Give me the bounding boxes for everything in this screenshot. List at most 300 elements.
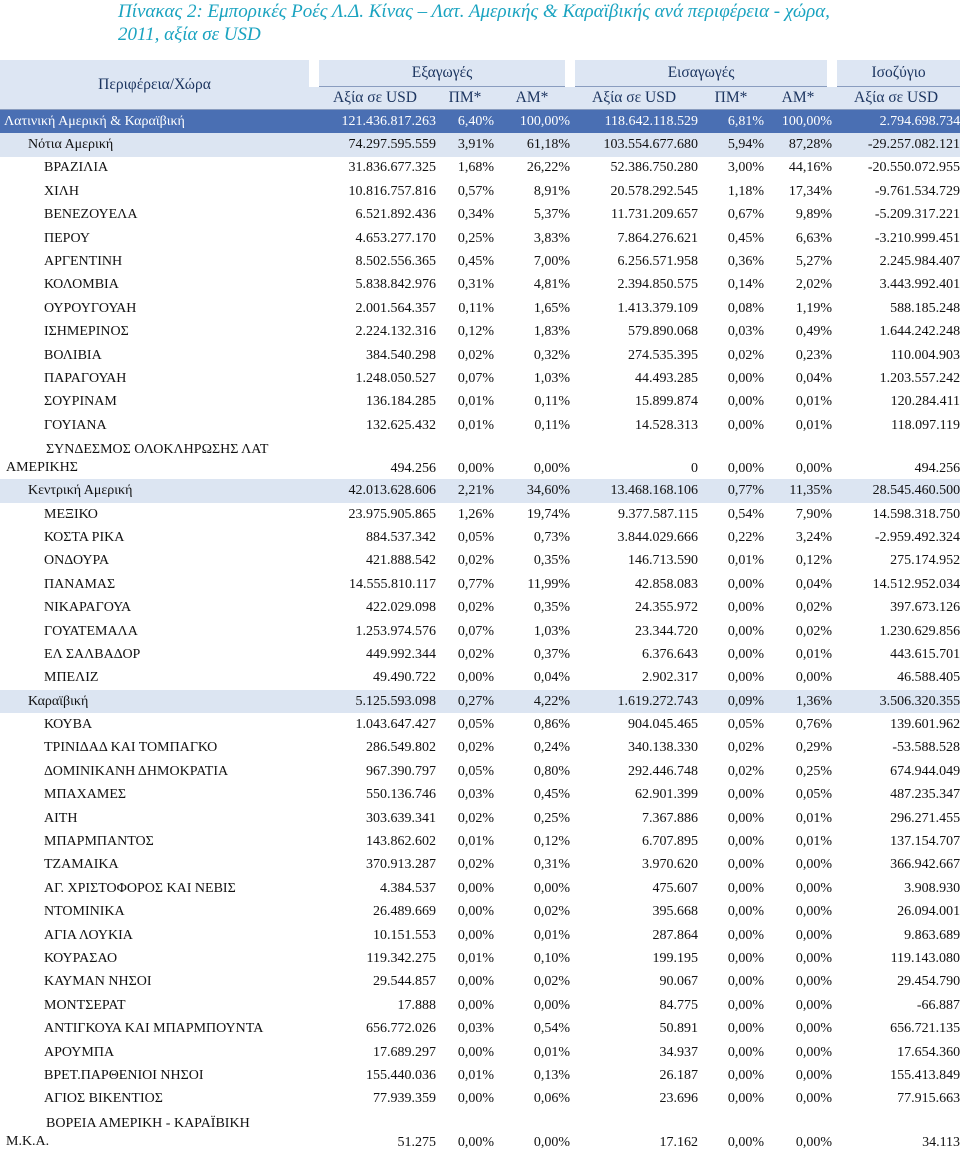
- balance-value-cell: 46.588.405: [832, 667, 960, 690]
- exports-pm-cell: 0,00%: [436, 1111, 494, 1153]
- exports-pm-cell: 0,00%: [436, 877, 494, 900]
- imports-value-cell: 11.731.209.657: [570, 204, 698, 227]
- imports-am-cell: 0,01%: [764, 391, 832, 414]
- imports-pm-cell: 0,02%: [698, 344, 764, 367]
- imports-pm-cell: 0,00%: [698, 667, 764, 690]
- imports-pm-cell: 0,00%: [698, 924, 764, 947]
- exports-am-cell: 3,83%: [494, 227, 570, 250]
- exports-pm-cell: 0,03%: [436, 784, 494, 807]
- balance-value-header: Αξία σε USD: [832, 87, 960, 110]
- table-row: [0, 760, 960, 783]
- imports-value-cell: 20.578.292.545: [570, 180, 698, 203]
- imports-am-cell: 0,01%: [764, 414, 832, 437]
- exports-value-cell: 143.862.602: [314, 830, 436, 853]
- imports-value-cell: 3.844.029.666: [570, 526, 698, 549]
- imports-value-cell: 26.187: [570, 1064, 698, 1087]
- imports-pm-cell: 0,45%: [698, 227, 764, 250]
- exports-am-cell: 0,02%: [494, 901, 570, 924]
- imports-pm-cell: 0,01%: [698, 550, 764, 573]
- exports-pm-cell: 0,07%: [436, 620, 494, 643]
- balance-value-cell: 26.094.001: [832, 901, 960, 924]
- exports-value-cell: 5.125.593.098: [314, 690, 436, 713]
- imports-am-cell: 0,00%: [764, 667, 832, 690]
- imports-am-cell: 0,00%: [764, 947, 832, 970]
- imports-am-cell: 44,16%: [764, 157, 832, 180]
- exports-am-cell: 0,13%: [494, 1064, 570, 1087]
- imports-am-cell: 0,00%: [764, 994, 832, 1017]
- table-row: [0, 854, 960, 877]
- exports-value-cell: 155.440.036: [314, 1064, 436, 1087]
- imports-pm-cell: 0,00%: [698, 1017, 764, 1040]
- row-name-cell: ΟΝΔΟΥΡΑ: [0, 550, 314, 573]
- exports-am-cell: 0,32%: [494, 344, 570, 367]
- exports-am-cell: 0,45%: [494, 784, 570, 807]
- table-row: [0, 367, 960, 390]
- imports-pm-cell: 0,03%: [698, 321, 764, 344]
- imports-value-cell: 6.256.571.958: [570, 250, 698, 273]
- exports-am-cell: 0,73%: [494, 526, 570, 549]
- exports-am-cell: 4,81%: [494, 274, 570, 297]
- imports-pm-cell: 0,00%: [698, 947, 764, 970]
- imports-pm-cell: 0,00%: [698, 437, 764, 479]
- row-name-cell: ΝΤΟΜΙΝΙΚΑ: [0, 901, 314, 924]
- table-row: [0, 250, 960, 273]
- exports-pm-cell: 0,27%: [436, 690, 494, 713]
- exports-value-cell: 119.342.275: [314, 947, 436, 970]
- exports-value-cell: 421.888.542: [314, 550, 436, 573]
- table-row: [0, 1088, 960, 1111]
- exports-am-cell: 0,24%: [494, 737, 570, 760]
- balance-value-cell: 366.942.667: [832, 854, 960, 877]
- row-name-cell: [0, 1111, 314, 1153]
- table-row: [0, 437, 960, 479]
- balance-value-cell: -2.959.492.324: [832, 526, 960, 549]
- imports-pm-cell: 1,18%: [698, 180, 764, 203]
- exports-am-cell: 0,04%: [494, 667, 570, 690]
- imports-pm-cell: 0,00%: [698, 901, 764, 924]
- exports-pm-cell: 0,02%: [436, 596, 494, 619]
- table-row: [0, 1017, 960, 1040]
- table-row: [0, 157, 960, 180]
- exports-pm-cell: 0,02%: [436, 344, 494, 367]
- balance-value-cell: -5.209.317.221: [832, 204, 960, 227]
- row-name-cell: ΑΓ. ΧΡΙΣΤΟΦΟΡΟΣ ΚΑΙ ΝΕΒΙΣ: [0, 877, 314, 900]
- exports-value-cell: 14.555.810.117: [314, 573, 436, 596]
- exports-am-cell: 0,35%: [494, 596, 570, 619]
- exports-pm-cell: 1,26%: [436, 503, 494, 526]
- exports-pm-cell: 0,57%: [436, 180, 494, 203]
- balance-value-cell: 29.454.790: [832, 971, 960, 994]
- balance-value-cell: 1.230.629.856: [832, 620, 960, 643]
- exports-value-cell: 656.772.026: [314, 1017, 436, 1040]
- exports-am-cell: 0,06%: [494, 1088, 570, 1111]
- imports-am-cell: 6,63%: [764, 227, 832, 250]
- imports-am-cell: 0,00%: [764, 1111, 832, 1153]
- exports-am-cell: 0,01%: [494, 1041, 570, 1064]
- balance-value-cell: -3.210.999.451: [832, 227, 960, 250]
- exports-am-cell: 0,11%: [494, 391, 570, 414]
- row-name-cell: ΚΟΥΒΑ: [0, 713, 314, 736]
- exports-am-cell: 0,00%: [494, 994, 570, 1017]
- imports-value-cell: 52.386.750.280: [570, 157, 698, 180]
- imports-am-cell: 0,76%: [764, 713, 832, 736]
- balance-value-cell: 17.654.360: [832, 1041, 960, 1064]
- exports-am-cell: 0,86%: [494, 713, 570, 736]
- imports-am-cell: 0,02%: [764, 596, 832, 619]
- exports-am-cell: 0,12%: [494, 830, 570, 853]
- imports-value-cell: 146.713.590: [570, 550, 698, 573]
- balance-value-cell: 443.615.701: [832, 643, 960, 666]
- balance-value-cell: 137.154.707: [832, 830, 960, 853]
- imports-am-cell: 0,00%: [764, 437, 832, 479]
- imports-am-cell: 0,49%: [764, 321, 832, 344]
- row-name-cell: Λατινική Αμερική & Καραϊβική: [0, 110, 314, 134]
- exports-pm-cell: 0,01%: [436, 947, 494, 970]
- exports-value-cell: 4.653.277.170: [314, 227, 436, 250]
- exports-pm-cell: 0,45%: [436, 250, 494, 273]
- balance-value-cell: 275.174.952: [832, 550, 960, 573]
- imports-pm-cell: 0,00%: [698, 854, 764, 877]
- exports-value-cell: 384.540.298: [314, 344, 436, 367]
- imports-pm-cell: 0,00%: [698, 807, 764, 830]
- table-row: [0, 526, 960, 549]
- imports-value-cell: 118.642.118.529: [570, 110, 698, 134]
- exports-pm-cell: 0,01%: [436, 414, 494, 437]
- exports-am-cell: 0,02%: [494, 971, 570, 994]
- exports-am-cell: 34,60%: [494, 479, 570, 502]
- table-row: [0, 550, 960, 573]
- exports-value-cell: 1.043.647.427: [314, 713, 436, 736]
- row-name-cell: ΑΡΟΥΜΠΑ: [0, 1041, 314, 1064]
- row-name-line-1: ΣΥΝΔΕΣΜΟΣ ΟΛΟΚΛΗΡΩΣΗΣ ΛΑΤ: [46, 442, 269, 458]
- table-row: [0, 643, 960, 666]
- imports-pm-cell: 0,00%: [698, 414, 764, 437]
- imports-value-cell: 17.162: [570, 1111, 698, 1153]
- imports-value-cell: 6.707.895: [570, 830, 698, 853]
- imports-am-cell: 0,01%: [764, 830, 832, 853]
- row-name-cell: ΚΟΣΤΑ ΡΙΚΑ: [0, 526, 314, 549]
- exports-am-header: ΑΜ*: [494, 87, 570, 110]
- exports-pm-cell: 0,00%: [436, 924, 494, 947]
- imports-value-cell: 14.528.313: [570, 414, 698, 437]
- exports-am-cell: 0,11%: [494, 414, 570, 437]
- exports-am-cell: 100,00%: [494, 110, 570, 134]
- exports-pm-cell: 0,77%: [436, 573, 494, 596]
- exports-pm-cell: 3,91%: [436, 133, 494, 156]
- balance-value-cell: -66.887: [832, 994, 960, 1017]
- exports-am-cell: 0,80%: [494, 760, 570, 783]
- imports-value-cell: 103.554.677.680: [570, 133, 698, 156]
- table-row: [0, 1064, 960, 1087]
- balance-value-cell: 119.143.080: [832, 947, 960, 970]
- imports-pm-cell: 0,05%: [698, 713, 764, 736]
- imports-am-cell: 1,36%: [764, 690, 832, 713]
- exports-am-cell: 8,91%: [494, 180, 570, 203]
- exports-value-cell: 1.253.974.576: [314, 620, 436, 643]
- imports-am-cell: 0,04%: [764, 573, 832, 596]
- imports-value-cell: 2.394.850.575: [570, 274, 698, 297]
- balance-value-cell: 1.203.557.242: [832, 367, 960, 390]
- balance-value-cell: -53.588.528: [832, 737, 960, 760]
- imports-am-cell: 9,89%: [764, 204, 832, 227]
- exports-pm-cell: 0,01%: [436, 830, 494, 853]
- exports-pm-cell: 0,31%: [436, 274, 494, 297]
- balance-value-cell: 34.113: [832, 1111, 960, 1153]
- exports-pm-cell: 1,68%: [436, 157, 494, 180]
- row-name-cell: ΣΟΥΡΙΝΑΜ: [0, 391, 314, 414]
- exports-value-cell: 77.939.359: [314, 1088, 436, 1111]
- row-name-cell: Νότια Αμερική: [0, 133, 314, 156]
- row-name-cell: ΜΠΑΧΑΜΕΣ: [0, 784, 314, 807]
- row-name-cell: ΤΡΙΝΙΔΑΔ ΚΑΙ ΤΟΜΠΑΓΚΟ: [0, 737, 314, 760]
- imports-value-cell: 62.901.399: [570, 784, 698, 807]
- balance-value-cell: 120.284.411: [832, 391, 960, 414]
- table-row: [0, 204, 960, 227]
- imports-pm-cell: 0,14%: [698, 274, 764, 297]
- exports-pm-cell: 0,02%: [436, 854, 494, 877]
- exports-pm-cell: 0,00%: [436, 971, 494, 994]
- imports-pm-cell: 0,00%: [698, 1088, 764, 1111]
- imports-value-cell: 15.899.874: [570, 391, 698, 414]
- imports-value-cell: 6.376.643: [570, 643, 698, 666]
- imports-pm-cell: 0,00%: [698, 1111, 764, 1153]
- exports-pm-cell: 0,25%: [436, 227, 494, 250]
- exports-header: Εξαγωγές: [314, 60, 570, 87]
- table-row: [0, 227, 960, 250]
- imports-am-cell: 11,35%: [764, 479, 832, 502]
- exports-pm-cell: 6,40%: [436, 110, 494, 134]
- exports-value-cell: 17.689.297: [314, 1041, 436, 1064]
- exports-pm-cell: 0,00%: [436, 1041, 494, 1064]
- balance-value-cell: 155.413.849: [832, 1064, 960, 1087]
- table-row: [0, 573, 960, 596]
- imports-value-cell: 7.367.886: [570, 807, 698, 830]
- row-name-cell: ΑΡΓΕΝΤΙΝΗ: [0, 250, 314, 273]
- exports-value-cell: 26.489.669: [314, 901, 436, 924]
- subregion-row: [0, 133, 960, 156]
- exports-pm-cell: 0,34%: [436, 204, 494, 227]
- balance-value-cell: -20.550.072.955: [832, 157, 960, 180]
- exports-value-cell: 550.136.746: [314, 784, 436, 807]
- imports-pm-cell: 5,94%: [698, 133, 764, 156]
- imports-am-cell: 0,05%: [764, 784, 832, 807]
- row-name-cell: ΤΖΑΜΑΙΚΑ: [0, 854, 314, 877]
- table-row: [0, 391, 960, 414]
- imports-pm-cell: 0,02%: [698, 737, 764, 760]
- exports-am-cell: 0,31%: [494, 854, 570, 877]
- balance-value-cell: 674.944.049: [832, 760, 960, 783]
- imports-am-cell: 0,23%: [764, 344, 832, 367]
- exports-value-cell: 31.836.677.325: [314, 157, 436, 180]
- exports-am-cell: 0,00%: [494, 877, 570, 900]
- row-name-cell: ΒΡΕΤ.ΠΑΡΘΕΝΙΟΙ ΝΗΣΟΙ: [0, 1064, 314, 1087]
- row-name-cell: ΠΑΡΑΓΟΥΑΗ: [0, 367, 314, 390]
- exports-value-cell: 1.248.050.527: [314, 367, 436, 390]
- imports-am-cell: 1,19%: [764, 297, 832, 320]
- imports-value-cell: 34.937: [570, 1041, 698, 1064]
- table-row: [0, 901, 960, 924]
- exports-am-cell: 11,99%: [494, 573, 570, 596]
- exports-am-cell: 0,01%: [494, 924, 570, 947]
- balance-header: Ισοζύγιο: [832, 60, 960, 87]
- exports-value-cell: 23.975.905.865: [314, 503, 436, 526]
- exports-pm-cell: 0,05%: [436, 526, 494, 549]
- exports-am-cell: 0,25%: [494, 807, 570, 830]
- total-row: [0, 110, 960, 134]
- imports-am-cell: 0,01%: [764, 643, 832, 666]
- imports-value-cell: 287.864: [570, 924, 698, 947]
- balance-value-cell: 494.256: [832, 437, 960, 479]
- imports-am-cell: 0,00%: [764, 1017, 832, 1040]
- exports-pm-cell: 0,00%: [436, 667, 494, 690]
- imports-pm-cell: 0,00%: [698, 643, 764, 666]
- table-row: [0, 596, 960, 619]
- imports-am-cell: 0,00%: [764, 924, 832, 947]
- imports-am-cell: 87,28%: [764, 133, 832, 156]
- row-name-cell: ΑΙΤΗ: [0, 807, 314, 830]
- imports-value-cell: 23.344.720: [570, 620, 698, 643]
- imports-pm-cell: 0,67%: [698, 204, 764, 227]
- imports-pm-cell: 0,00%: [698, 1041, 764, 1064]
- row-name-cell: ΠΕΡΟΥ: [0, 227, 314, 250]
- table-title-line-2: 2011, αξία σε USD: [118, 24, 261, 45]
- imports-am-cell: 0,29%: [764, 737, 832, 760]
- exports-am-cell: 0,35%: [494, 550, 570, 573]
- exports-pm-cell: 2,21%: [436, 479, 494, 502]
- table-row: [0, 947, 960, 970]
- exports-pm-cell: 0,01%: [436, 391, 494, 414]
- exports-am-cell: 7,00%: [494, 250, 570, 273]
- table-row: [0, 877, 960, 900]
- table-row: [0, 321, 960, 344]
- balance-value-cell: 296.271.455: [832, 807, 960, 830]
- table-row: [0, 274, 960, 297]
- exports-pm-cell: 0,07%: [436, 367, 494, 390]
- row-name-cell: ΠΑΝΑΜΑΣ: [0, 573, 314, 596]
- imports-value-cell: 90.067: [570, 971, 698, 994]
- table-row: [0, 180, 960, 203]
- imports-value-cell: 24.355.972: [570, 596, 698, 619]
- imports-value-cell: 199.195: [570, 947, 698, 970]
- imports-pm-cell: 0,00%: [698, 391, 764, 414]
- exports-am-cell: 26,22%: [494, 157, 570, 180]
- balance-value-cell: 139.601.962: [832, 713, 960, 736]
- imports-am-cell: 7,90%: [764, 503, 832, 526]
- table-title: [118, 0, 938, 46]
- exports-value-cell: 967.390.797: [314, 760, 436, 783]
- imports-am-cell: 100,00%: [764, 110, 832, 134]
- imports-value-cell: 292.446.748: [570, 760, 698, 783]
- exports-pm-header: ΠΜ*: [436, 87, 494, 110]
- row-name-cell: ΒΡΑΖΙΛΙΑ: [0, 157, 314, 180]
- balance-value-cell: 656.721.135: [832, 1017, 960, 1040]
- table-row: [0, 713, 960, 736]
- imports-am-cell: 0,00%: [764, 1064, 832, 1087]
- exports-value-header: Αξία σε USD: [314, 87, 436, 110]
- imports-am-cell: 0,02%: [764, 620, 832, 643]
- table-row: [0, 667, 960, 690]
- row-name-cell: ΚΟΛΟΜΒΙΑ: [0, 274, 314, 297]
- imports-value-cell: 84.775: [570, 994, 698, 1017]
- exports-value-cell: 2.001.564.357: [314, 297, 436, 320]
- table-row: [0, 1111, 960, 1153]
- table-title-line-1: Πίνακας 2: Εμπορικές Ροές Λ.Δ. Κίνας – Λατ. Αμερικής & Καραϊβικής ανά περιφέρεια - χώρα,: [118, 1, 830, 22]
- row-name-cell: ΜΕΞΙΚΟ: [0, 503, 314, 526]
- imports-am-cell: 0,00%: [764, 877, 832, 900]
- imports-value-cell: 44.493.285: [570, 367, 698, 390]
- balance-value-cell: 397.673.126: [832, 596, 960, 619]
- table-row: [0, 344, 960, 367]
- imports-pm-cell: 0,00%: [698, 877, 764, 900]
- balance-value-cell: 588.185.248: [832, 297, 960, 320]
- exports-pm-cell: 0,05%: [436, 713, 494, 736]
- imports-value-cell: 475.607: [570, 877, 698, 900]
- imports-pm-cell: 3,00%: [698, 157, 764, 180]
- exports-value-cell: 303.639.341: [314, 807, 436, 830]
- exports-am-cell: 1,03%: [494, 620, 570, 643]
- region-column-header: Περιφέρεια/Χώρα: [0, 60, 314, 110]
- balance-value-cell: 110.004.903: [832, 344, 960, 367]
- table-body: [0, 110, 960, 1154]
- exports-am-cell: 19,74%: [494, 503, 570, 526]
- balance-value-cell: 9.863.689: [832, 924, 960, 947]
- table-header: [0, 60, 960, 110]
- subregion-row: [0, 479, 960, 502]
- exports-pm-cell: 0,05%: [436, 760, 494, 783]
- imports-value-cell: 13.468.168.106: [570, 479, 698, 502]
- imports-am-cell: 0,00%: [764, 854, 832, 877]
- balance-value-cell: 14.512.952.034: [832, 573, 960, 596]
- imports-value-cell: 904.045.465: [570, 713, 698, 736]
- exports-pm-cell: 0,11%: [436, 297, 494, 320]
- row-name-cell: ΒΟΛΙΒΙΑ: [0, 344, 314, 367]
- exports-value-cell: 2.224.132.316: [314, 321, 436, 344]
- imports-value-cell: 50.891: [570, 1017, 698, 1040]
- row-name-line-2: ΑΜΕΡΙΚΗΣ: [6, 460, 78, 476]
- balance-value-cell: 2.245.984.407: [832, 250, 960, 273]
- exports-value-cell: 884.537.342: [314, 526, 436, 549]
- balance-value-cell: -29.257.082.121: [832, 133, 960, 156]
- exports-am-cell: 0,54%: [494, 1017, 570, 1040]
- imports-value-cell: 1.413.379.109: [570, 297, 698, 320]
- exports-am-cell: 0,00%: [494, 437, 570, 479]
- imports-pm-cell: 0,00%: [698, 784, 764, 807]
- row-name-cell: ΙΣΗΜΕΡΙΝΟΣ: [0, 321, 314, 344]
- exports-am-cell: 1,03%: [494, 367, 570, 390]
- exports-am-cell: 4,22%: [494, 690, 570, 713]
- exports-pm-cell: 0,02%: [436, 807, 494, 830]
- exports-pm-cell: 0,02%: [436, 737, 494, 760]
- exports-value-cell: 5.838.842.976: [314, 274, 436, 297]
- exports-value-cell: 29.544.857: [314, 971, 436, 994]
- imports-pm-cell: 0,22%: [698, 526, 764, 549]
- exports-value-cell: 17.888: [314, 994, 436, 1017]
- balance-value-cell: 3.506.320.355: [832, 690, 960, 713]
- row-name-cell: Κεντρική Αμερική: [0, 479, 314, 502]
- row-name-line-1: ΒΟΡΕΙΑ ΑΜΕΡΙΚΗ - ΚΑΡΑΪΒΙΚΗ: [46, 1116, 250, 1132]
- row-name-cell: ΚΑΥΜΑΝ ΝΗΣΟΙ: [0, 971, 314, 994]
- balance-value-cell: 77.915.663: [832, 1088, 960, 1111]
- exports-value-cell: 8.502.556.365: [314, 250, 436, 273]
- exports-pm-cell: 0,01%: [436, 1064, 494, 1087]
- row-name-cell: ΔΟΜΙΝΙΚΑΝΗ ΔΗΜΟΚΡΑΤΙΑ: [0, 760, 314, 783]
- exports-am-cell: 1,65%: [494, 297, 570, 320]
- row-name-cell: ΜΠΕΛΙΖ: [0, 667, 314, 690]
- imports-pm-cell: 0,00%: [698, 830, 764, 853]
- row-name-cell: ΓΟΥΙΑΝΑ: [0, 414, 314, 437]
- imports-value-cell: 1.619.272.743: [570, 690, 698, 713]
- imports-pm-cell: 0,00%: [698, 367, 764, 390]
